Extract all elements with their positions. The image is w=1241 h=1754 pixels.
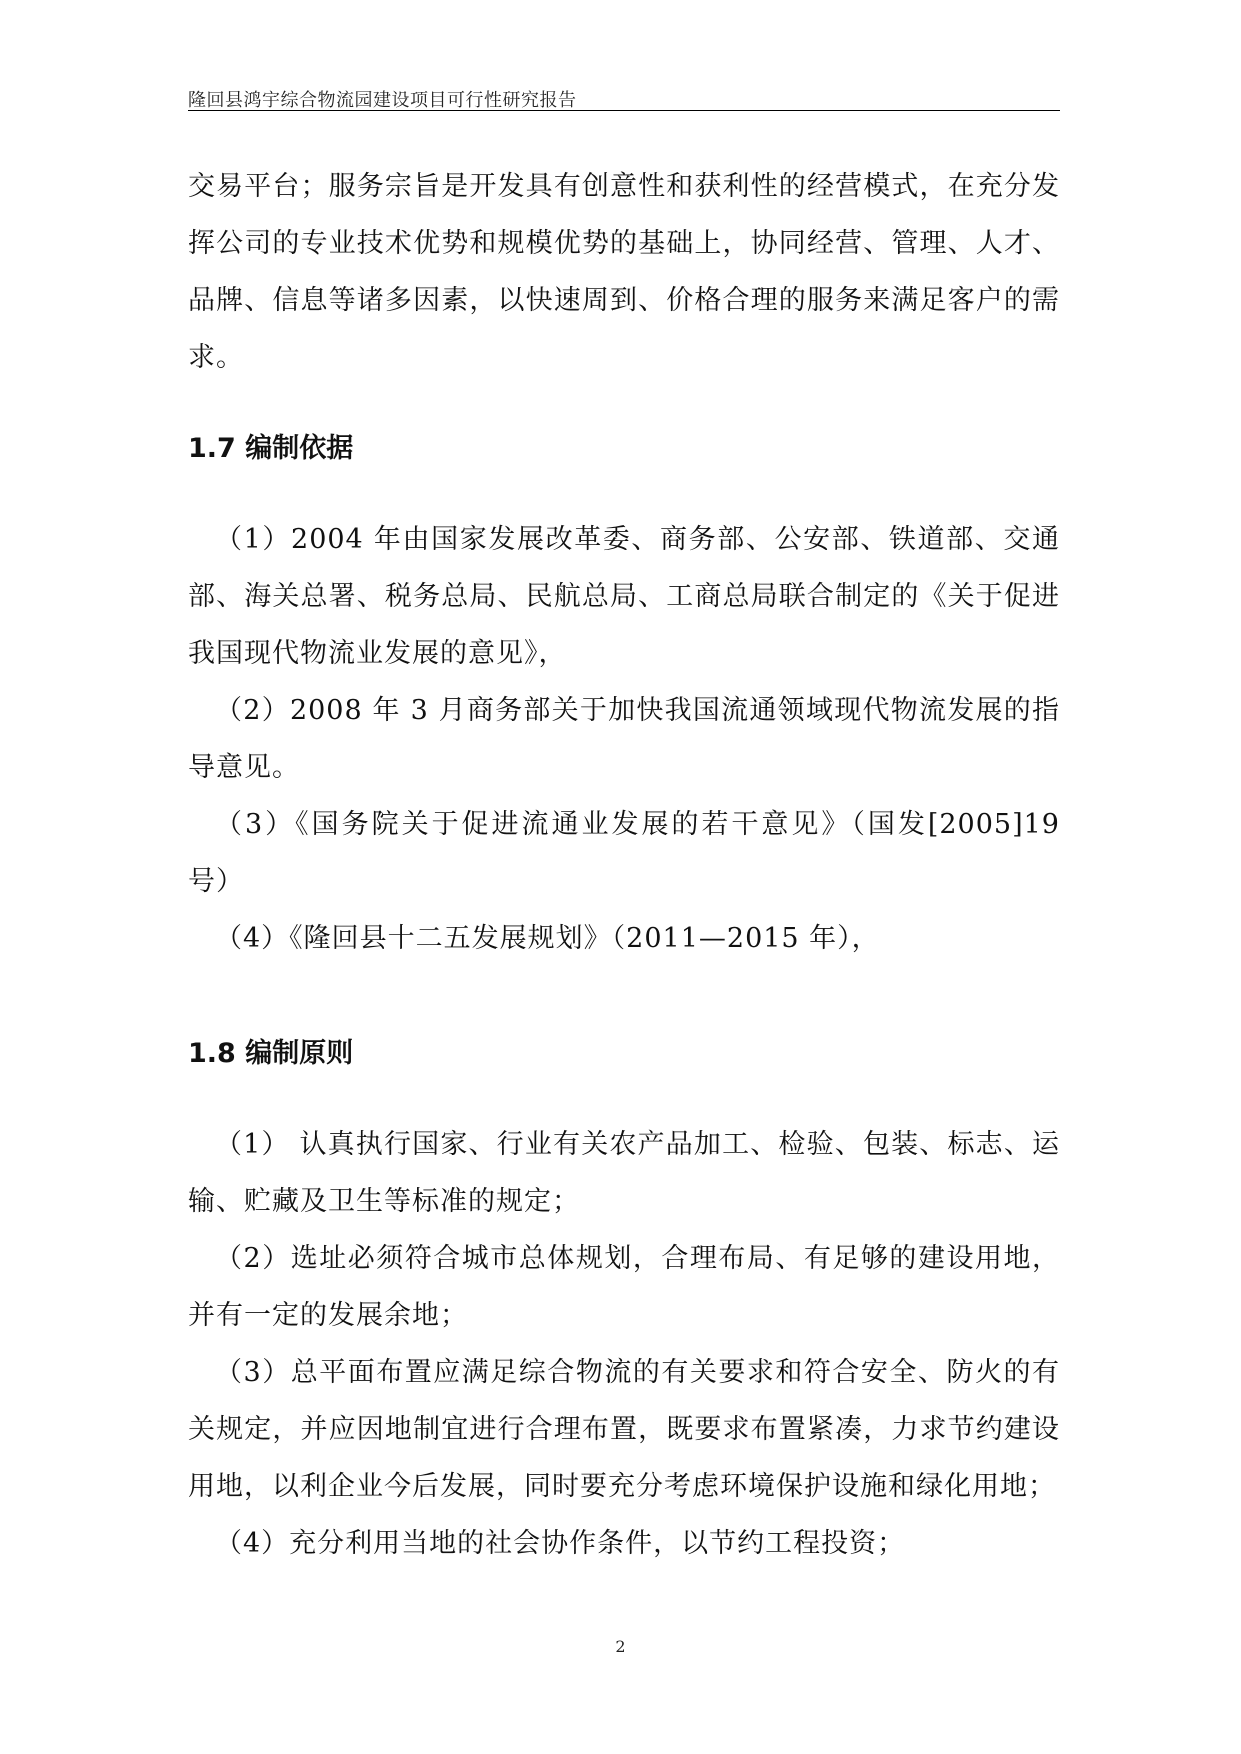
basis-item-4: （4）《隆回县十二五发展规划》（2011—2015 年）， bbox=[215, 923, 880, 954]
running-header-title: 隆回县鸿宇综合物流园建设项目可行性研究报告 bbox=[188, 90, 577, 111]
principle-item-1: （1） 认真执行国家、行业有关农产品加工、检验、包装、标志、运输、贮藏及卫生等标准的规定； bbox=[188, 1129, 1060, 1217]
principle-item-4: （4）充分利用当地的社会协作条件，以节约工程投资； bbox=[215, 1528, 906, 1559]
principle-item-3: （3）总平面布置应满足综合物流的有关要求和符合安全、防火的有关规定，并应因地制宜进行合理布置，既要求布置紧凑，力求节约建设用地，以利企业今后发展，同时要充分考虑环境保护设施和绿化用地； bbox=[188, 1357, 1060, 1502]
page-body bbox=[188, 158, 1060, 1572]
basis-item-3: （3）《国务院关于促进流通业发展的若干意见》（国发[2005]19 号） bbox=[188, 809, 1060, 897]
header-divider bbox=[188, 110, 1060, 111]
principle-item-2: （2）选址必须符合城市总体规划，合理布局、有足够的建设用地，并有一定的发展余地； bbox=[188, 1243, 1060, 1331]
basis-item-2: （2）2008 年 3 月商务部关于加快我国流通领域现代物流发展的指导意见。 bbox=[188, 695, 1060, 783]
basis-item-1: （1）2004 年由国家发展改革委、商务部、公安部、铁道部、交通部、海关总署、税务总局、民航总局、工商总局联合制定的《关于促进我国现代物流业发展的意见》， bbox=[188, 524, 1060, 669]
intro-paragraph: 交易平台；服务宗旨是开发具有创意性和获利性的经营模式，在充分发挥公司的专业技术优势和规模优势的基础上，协同经营、管理、人才、品牌、信息等诸多因素，以快速周到、价格合理的服务来满足客户的需求。 bbox=[188, 171, 1060, 373]
page-number: 2 bbox=[615, 1637, 626, 1656]
section-heading-1-7: 1.7 编制依据 bbox=[188, 433, 354, 464]
section-heading-1-8: 1.8 编制原则 bbox=[188, 1038, 354, 1069]
